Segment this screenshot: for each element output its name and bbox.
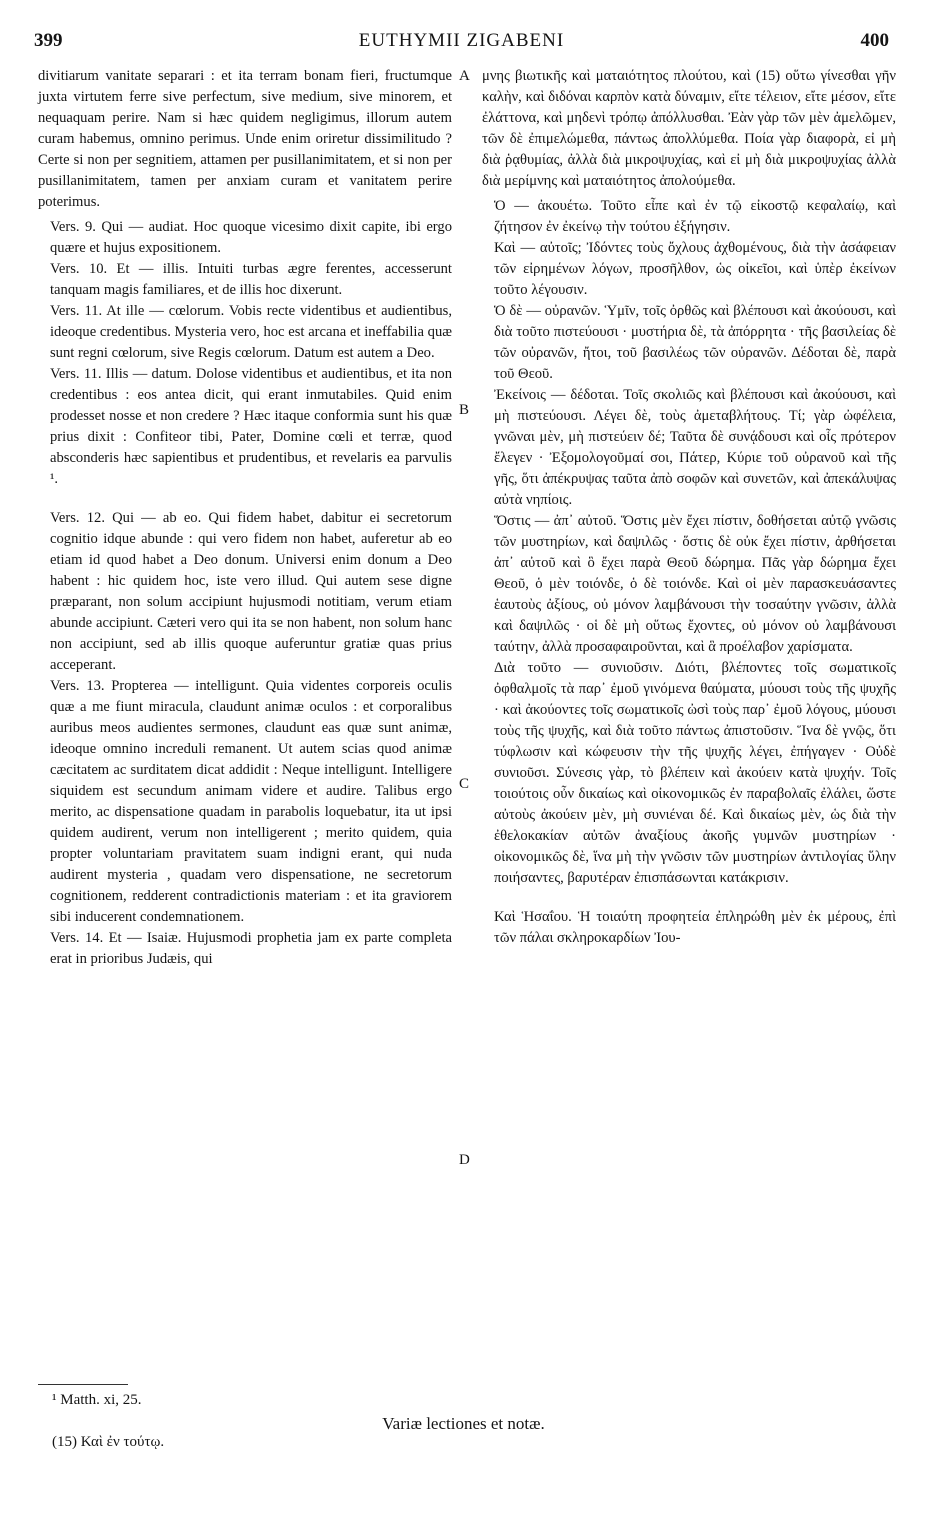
page-number-right: 400 bbox=[860, 30, 889, 51]
greek-paragraph: Ὁ — ἀκουέτω. Τοῦτο εἶπε καὶ ἐν τῷ εἰκοστῷ κεφαλαίῳ, καὶ ζήτησον ἐν ἐκείνῳ τὴν τούτου ἐξήγησιν. bbox=[494, 198, 896, 235]
greek-column bbox=[482, 66, 896, 949]
latin-paragraph: Vers. 12. Qui — ab eo. Qui fidem habet, dabitur ei secretorum cognitio idque abunde : qui vero fidem non habet, auferetur ab eo etiam id quod habet a Deo donum. Universi enim donum a Deo habent : hic quidem hoc, iste vero illud. Qui autem sese digne præparant, non solum accipiunt hujusmodi notitiam, verum etiam abunde accipiunt. Cæteri vero qui ita se non habent, non solum hanc non accipiunt, sed ab illis quoque auferuntur gratiæ quas prius acceperant. bbox=[50, 510, 452, 673]
latin-column bbox=[38, 66, 452, 970]
greek-paragraph: Ἐκείνοις — δέδοται. Τοῖς σκολιῶς καὶ βλέπουσι καὶ ἀκούουσι, καὶ μὴ πιστεύουσι. Λέγει δὲ, τοὺς ἀμεταβλήτους. Τί; γὰρ ὠφέλεια, γνῶναι μὲν, μὴ πιστεύειν δέ; Ταῦτα δὲ συνᾴδουσι καὶ οἷς πρότερον ἔλεγεν · Ἐξομολογοῦμαί σοι, Πάτερ, Κύριε τοῦ οὐρανοῦ καὶ τῆς γῆς, ὅτι ἀπέκρυψας ταῦτα ἀπὸ σοφῶν καὶ συνετῶν, καὶ ἀπεκάλυψας αὐτὰ νηπίοις. bbox=[494, 387, 896, 508]
greek-paragraph: Καὶ — αὐτοῖς; Ἰδόντες τοὺς ὄχλους ἀχθομένους, διὰ τὴν ἀσάφειαν τῶν εἰρημένων λόγων, προσῆλθον, ὡς οἰκεῖοι, καὶ ὑπὲρ ἐκείνων τοῦτο λέγουσιν. bbox=[494, 240, 896, 298]
greek-paragraph: Ὅστις — ἀπ᾽ αὐτοῦ. Ὅστις μὲν ἔχει πίστιν, δοθήσεται αὐτῷ γνῶσις τῶν μυστηρίων, καὶ δαψιλῶς · ὅστις δὲ οὐκ ἔχει πίστιν, ἀρθήσεται ἀπ᾽ αὐτοῦ καὶ ὃ ἔχει παρὰ Θεοῦ δώρημα. Πᾶς γὰρ δώρημα ἔχει Θεοῦ, ὁ μὲν τοιόνδε, ὁ δὲ τοιόνδε. Καὶ οἱ μὲν παρασκευάσαντες ἑαυτοὺς ἀξίους, οὐ μόνον λαμβάνουσι τὴν τοσαύτην γνῶσιν, ἀλλὰ καὶ δαψιλῶς · οἱ δὲ μὴ οὕτως ἔχοντες, οὐ μόνον οὐ λαμβάνουσι ταύτην, ἀλλὰ προσαφαιροῦνται, καὶ ἃ προέλαβον χαρίσματα. bbox=[494, 513, 896, 655]
running-title: EUTHYMII ZIGABENI bbox=[358, 30, 565, 51]
latin-paragraph: Vers. 11. Illis — datum. Dolose videntibus et audientibus, et ita non credentibus : eos antea dicit, qui erant inmutabiles. Quid enim prodesset nosse et non credere ? Hæc itaque conformia sunt his quæ prius dixit : Confiteor tibi, Pater, Domine cœli et terræ, quod absconderis hæc sapientibus et prudentibus, et revelaris ea parvulis ¹. bbox=[50, 366, 452, 487]
footnote-1: ¹ Matth. xi, 25. bbox=[52, 1392, 142, 1408]
latin-paragraph: Vers. 14. Et — Isaiæ. Hujusmodi prophetia jam ex parte completa erat in prioribus Judæis, qui bbox=[50, 930, 452, 967]
page-header bbox=[34, 30, 889, 58]
section-marker-b: B bbox=[459, 402, 470, 418]
latin-paragraph: divitiarum vanitate separari : et ita terram bonam fieri, fructumque juxta virtutem ferre sive perfectum, sive medium, sive minorem, et nequaquam perire. Nam si hæc quidem negligimus, illorum autem curam habemus, omnino perimus. Unde enim oriretur dissimilitudo ? Certe si non per segnitiem, attamen per pusillanimitatem, et si non per pusillanimitatem, tamen per anxiam curam et vanitatem perire poterimus. bbox=[38, 68, 452, 210]
latin-paragraph: Vers. 13. Propterea — intelligunt. Quia videntes corporeis oculis quæ a me fiunt miracula, claudunt animæ oculos : et corporalibus auribus meos audientes sermones, claudunt eas quæ sunt animæ, ideoque omnino increduli remanent. Ut autem scias quod animæ cæcitatem ac surditatem dicat addidit : Neque intelligunt. Intelligere siquidem est secundum animam videre et audire. Talibus ergo merito, ac dispensatione quadam in parabolis loquebatur, ita ut ipsi quidem audirent, verum non intelligerent ; merito quidem, quia propter voluntariam pravitatem suam indigni erant, qui nuda audirent mysteria , quadam vero dispensatione, ne secretorum cognitionem, redderent contradictionis materiam : et ita graviorem sibi inducerent condemnationem. bbox=[50, 678, 452, 925]
greek-paragraph: μνης βιωτικῆς καὶ ματαιότητος πλούτου, καὶ (15) οὕτω γίνεσθαι γῆν καλὴν, καὶ διδόναι καρπὸν κατὰ δύναμιν, εἴτε τέλειον, εἴτε μέσον, εἴτε ἐλάττονα, καὶ μηδενὶ τρόπῳ ἀπόλλυσθαι. Ἐὰν γὰρ τῶν μὲν ἀμελῶμεν, τῶν δὲ ἐπιμελώμεθα, πάντως ἀπολλύμεθα. Ποία γὰρ διαφορὰ, εἰ μὴ διὰ ῥᾳθυμίας, ἀλλὰ διὰ μικροψυχίας, καὶ εἰ μὴ διὰ μικροψυχίας ἀλλὰ διὰ μερίμνης καὶ ματαιότητος ἀπολούμεθα. bbox=[482, 68, 896, 189]
greek-paragraph: Καὶ Ἡσαΐου. Ἡ τοιαύτη προφητεία ἐπληρώθη μὲν ἐκ μέρους, ἐπὶ τῶν πάλαι σκληροκαρδίων Ἰου- bbox=[494, 909, 896, 946]
latin-paragraph: Vers. 10. Et — illis. Intuiti turbas ægre ferentes, accesserunt tanquam magis familiares, et de illis hoc dixerunt. bbox=[50, 261, 452, 298]
latin-paragraph: Vers. 11. At ille — cœlorum. Vobis recte videntibus et audientibus, ideoque credentibus. Mysteria vero, hoc est arcana et ineffabilia quæ sunt regni cœlorum, sive Regis cœlorum. Datum est autem a Deo. bbox=[50, 303, 452, 361]
footnote-divider bbox=[38, 1384, 128, 1385]
section-marker-a: A bbox=[459, 68, 470, 84]
section-marker-d: D bbox=[459, 1152, 470, 1168]
variae-lectiones-heading: Variæ lectiones et notæ. bbox=[382, 1414, 545, 1433]
greek-paragraph: Ὁ δὲ — οὐρανῶν. Ὑμῖν, τοῖς ὀρθῶς καὶ βλέπουσι καὶ ἀκούουσι, καὶ διὰ τοῦτο πιστεύουσι · μυστήρια δὲ, τὰ ἀπόρρητα · τῆς βασιλείας δὲ τῶν οὐρανῶν, ἤτοι, τοῦ βασιλέως τῶν οὐρανῶν. Δέδοται δὲ, παρὰ τοῦ Θεοῦ. bbox=[494, 303, 896, 382]
footnote-15: (15) Καὶ ἐν τούτῳ. bbox=[52, 1434, 165, 1450]
greek-paragraph: Διὰ τοῦτο — συνιοῦσιν. Διότι, βλέποντες τοῖς σωματικοῖς ὀφθαλμοῖς τὰ παρ᾽ ἐμοῦ γινόμενα θαύματα, μύουσι τοὺς τῆς ψυχῆς · καὶ ἀκούοντες τοῖς σωματικοῖς ὠσὶ τοὺς παρ᾽ ἐμοῦ λόγους, μύουσι τοὺς τῆς ψυχῆς, καὶ διὰ τοῦτο πάντως ἀπιστοῦσιν. Ἵνα δὲ γνῷς, ὅτι τύφλωσιν καὶ κώφευσιν τὴν τῆς ψυχῆς λέγει, ἐπήγαγεν · Οὐδὲ συνιοῦσι. Σύνεσις γὰρ, τὸ βλέπειν καὶ ἀκούειν κατὰ ψυχήν. Τοῖς τοιούτοις οὖν δικαίως καὶ οἰκονομικῶς ἐν παραβολαῖς ἐλάλει, ὥστε αὐτοὺς ἀκούειν μὲν, μὴ συνιέναι δέ. Καὶ δικαίως μὲν, ὡς διὰ τὴν ἐθελοκακίαν αὐτῶν ἀναξίους ἀκοῆς γυμνῶν μυστηρίων · οἰκονομικῶς δὲ, ἵνα μὴ τὴν γνῶσιν τῶν μυστηρίων ἀντιλογίας ὕλην ποιήσαντες, βαρυτέραν ἐπισπάσωνται κατάκρισιν. bbox=[494, 660, 896, 886]
page-number-left: 399 bbox=[34, 30, 63, 51]
latin-paragraph: Vers. 9. Qui — audiat. Hoc quoque vicesimo dixit capite, ibi ergo quære et hujus expositionem. bbox=[50, 219, 452, 256]
section-marker-c: C bbox=[459, 776, 470, 792]
